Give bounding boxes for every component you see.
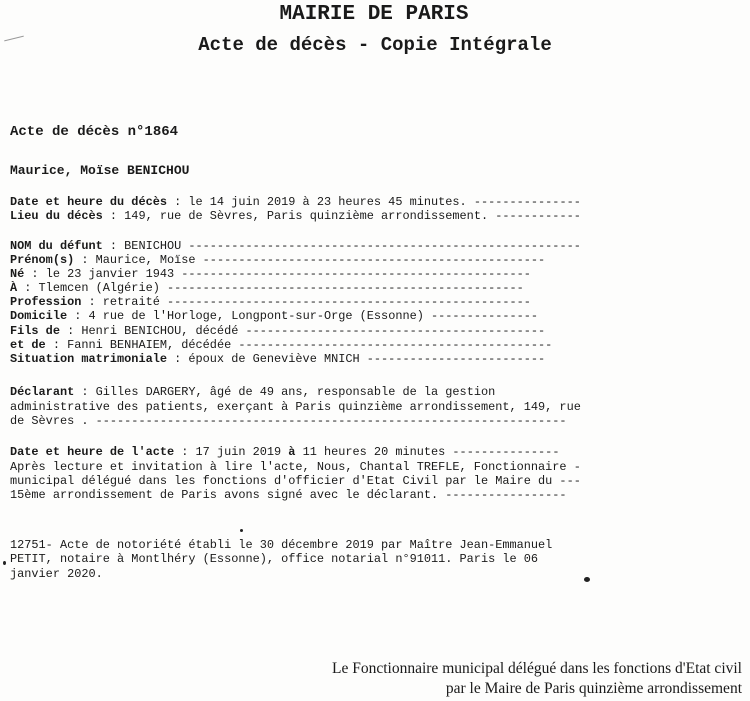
ink-speck <box>3 561 6 565</box>
signature-line-2: par le Maire de Paris quinzième arrondissement <box>445 680 742 697</box>
nom-value: : BENICHOU ------------------------------------------------------- <box>102 239 581 253</box>
declarant-label: Déclarant <box>10 385 75 399</box>
date-deces-label: Date et heure du décès <box>10 195 167 209</box>
nom-line <box>10 240 581 252</box>
nom-label: NOM du défunt <box>10 239 103 253</box>
situation-value: : époux de Geneviève MNICH ------------------------- <box>166 352 546 366</box>
declarant-line-1 <box>10 386 495 398</box>
document-subtitle: Acte de décès - Copie Intégrale <box>198 34 552 56</box>
pere-label: Fils de <box>10 324 60 338</box>
situation-line <box>10 353 545 365</box>
profession-value: : retraité --------------------------------------------------- <box>81 295 531 309</box>
acte-date-value-a: : 17 juin 2019 <box>174 445 289 459</box>
situation-label: Situation matrimoniale <box>10 352 167 366</box>
acte-heading: Acte de décès n°1864 <box>10 124 179 140</box>
lieu-deces-line <box>10 210 581 222</box>
document-title: MAIRIE DE PARIS <box>279 3 469 26</box>
mere-value: : Fanni BENHAIEM, décédée -------------------------------------------- <box>45 338 553 352</box>
domicile-line <box>10 310 538 322</box>
lieu-deces-value: : 149, rue de Sèvres, Paris quinzième arrondissement. ------------ <box>102 209 581 223</box>
ink-speck <box>584 577 590 582</box>
mention-line-3: janvier 2020. <box>10 567 103 581</box>
mere-line <box>10 339 552 351</box>
acte-text-line-4: 15ème arrondissement de Paris avons signé avec le déclarant. ----------------- <box>10 488 567 502</box>
prenom-value: : Maurice, Moïse ------------------------------------------------ <box>74 253 546 267</box>
profession-label: Profession <box>10 295 82 309</box>
pere-line <box>10 325 545 337</box>
mere-label: et de <box>10 338 46 352</box>
declarant-value: : Gilles DARGERY, âgé de 49 ans, responsable de la gestion <box>74 385 496 399</box>
acte-text-line-3: municipal délégué dans les fonctions d'officier d'Etat Civil par le Maire du --- <box>10 474 581 488</box>
acte-date-value-b: 11 heures 20 minutes --------------- <box>295 445 560 459</box>
declarant-line-3: de Sèvres . ------------------------------------------------------------------ <box>10 414 567 428</box>
mention-line-1: 12751- Acte de notoriété établi le 30 décembre 2019 par Maître Jean-Emmanuel <box>10 538 553 552</box>
ne-value: : le 23 janvier 1943 ------------------------------------------------- <box>24 267 531 281</box>
lieu-naissance-value: : Tlemcen (Algérie) -------------------------------------------------- <box>17 281 524 295</box>
ne-line <box>10 268 531 280</box>
lieu-naissance-label: À <box>10 281 18 295</box>
deceased-name: Maurice, Moïse BENICHOU <box>10 163 190 178</box>
domicile-value: : 4 rue de l'Horloge, Longpont-sur-Orge (Essonne) --------------- <box>67 309 539 323</box>
declarant-line-2: administrative des patients, exerçant à Paris quinzième arrondissement, 149, rue <box>10 400 581 414</box>
acte-date-value-bold: à <box>288 445 296 459</box>
acte-date-line <box>10 446 559 458</box>
lieu-deces-label: Lieu du décès <box>10 209 103 223</box>
acte-date-label: Date et heure de l'acte <box>10 445 175 459</box>
ne-label: Né <box>10 267 25 281</box>
prenom-line <box>10 254 545 266</box>
profession-line <box>10 296 531 308</box>
signature-line-1: Le Fonctionnaire municipal délégué dans les fonctions d'Etat civil <box>332 660 742 677</box>
date-deces-value: : le 14 juin 2019 à 23 heures 45 minutes. --------------- <box>166 195 581 209</box>
lieu-naissance-line <box>10 282 524 294</box>
ink-speck <box>240 529 243 532</box>
domicile-label: Domicile <box>10 309 68 323</box>
pere-value: : Henri BENICHOU, décédé ------------------------------------------ <box>59 324 546 338</box>
mention-line-2: PETIT, notaire à Montlhéry (Essonne), office notarial n°91011. Paris le 06 <box>10 552 539 566</box>
date-deces-line <box>10 196 581 208</box>
prenom-label: Prénom(s) <box>10 253 75 267</box>
acte-text-line-2: Après lecture et invitation à lire l'acte, Nous, Chantal TREFLE, Fonctionnaire - <box>10 460 581 474</box>
